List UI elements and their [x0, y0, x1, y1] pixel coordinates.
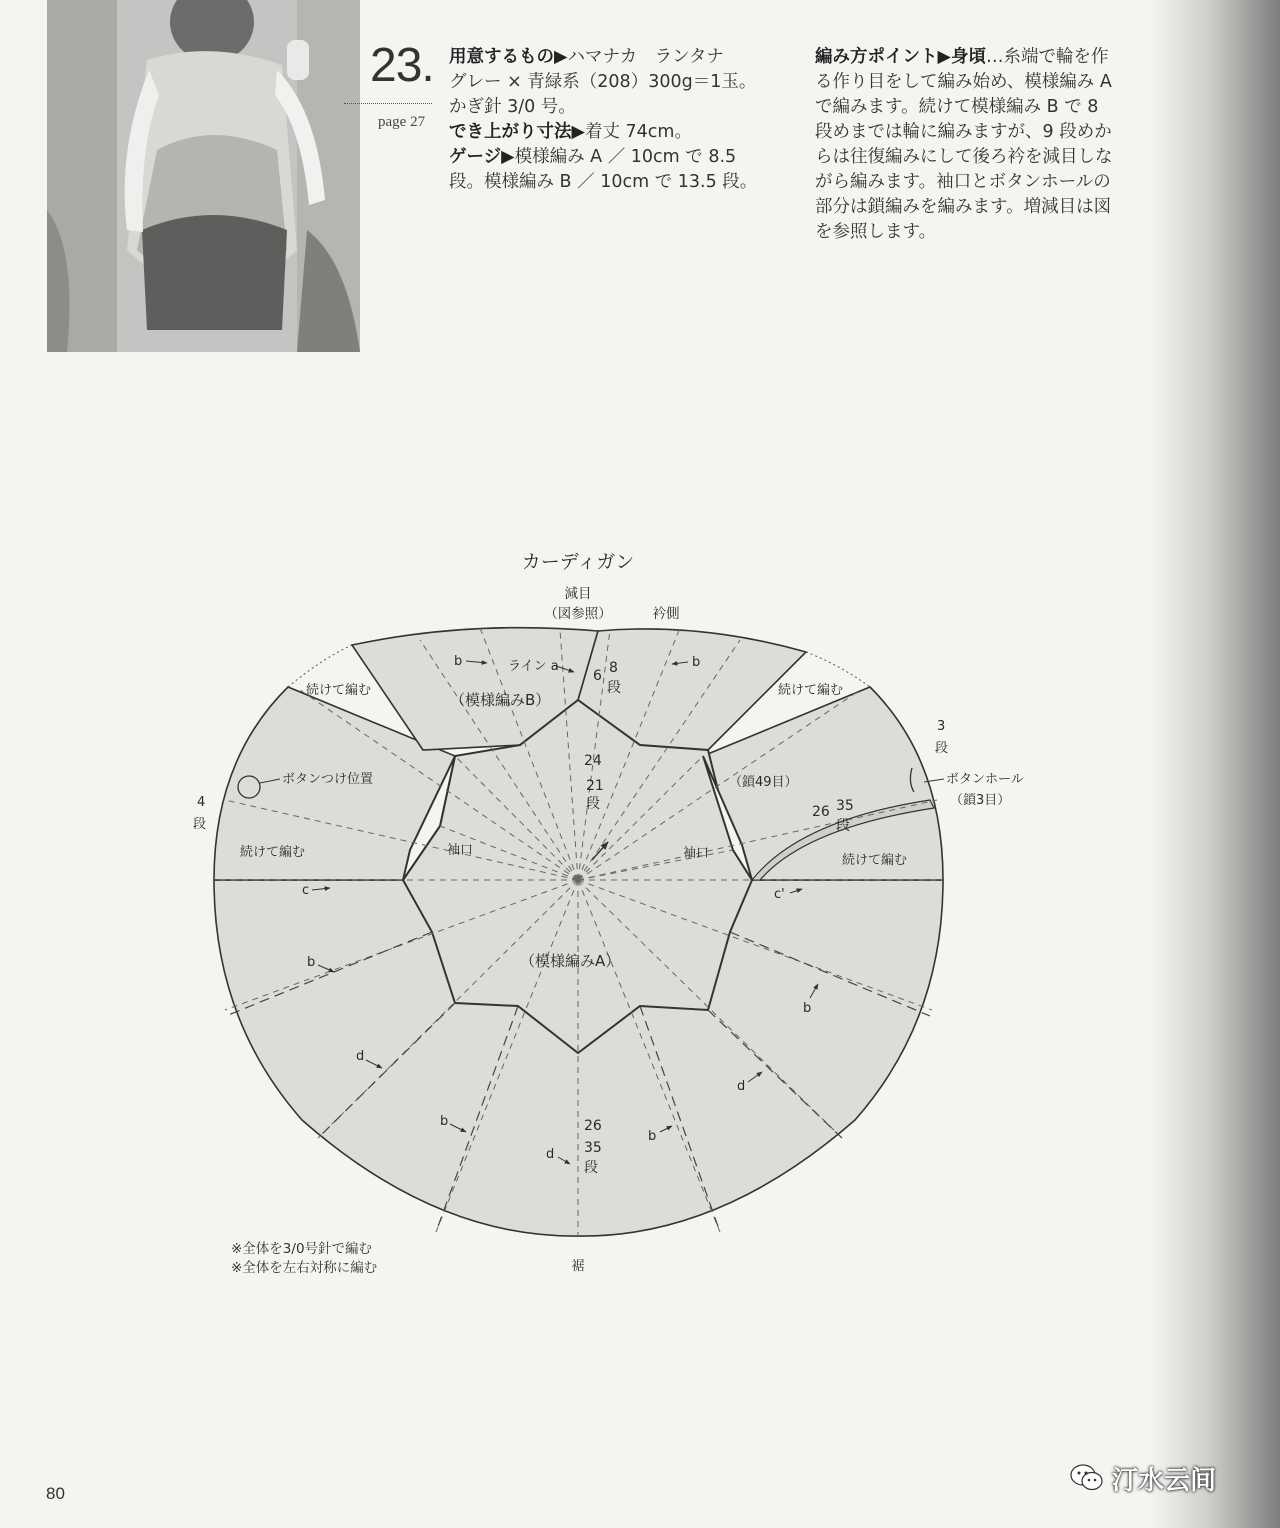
size-line: でき上がり寸法▶着丈 74cm。: [449, 122, 692, 142]
hem-label: 裾: [571, 1259, 585, 1274]
sleeve-opening-right-label: 袖口: [683, 846, 710, 861]
label-b-top-left: b: [454, 654, 463, 669]
size-value: 着丈 74cm。: [584, 122, 692, 142]
label-b-right: b: [803, 1001, 812, 1016]
rows-26-center: 26: [584, 1118, 602, 1134]
rows-35-right: 35: [836, 798, 854, 814]
size-label: でき上がり寸法: [449, 122, 572, 142]
gauge-line-1: ゲージ▶模様編み A ／ 10cm で 8.5: [449, 147, 737, 167]
materials-yarn: ハマナカ ランタナ: [567, 47, 724, 67]
gauge-label: ゲージ: [449, 147, 502, 167]
line-a-label: ライン a: [508, 659, 559, 674]
continue-knit-right: 続けて編む: [842, 853, 908, 868]
pattern-b-label: （模様編みB）: [450, 691, 551, 709]
label-d-center: d: [546, 1147, 555, 1162]
rows-unit-center-low: 段: [584, 1160, 598, 1176]
rows-8: 8: [609, 660, 618, 676]
continue-knit-left: 続けて編む: [240, 845, 306, 860]
collar-side-label: 衿側: [652, 606, 680, 622]
rows-unit-left: 段: [193, 817, 207, 832]
label-c-prime: c': [774, 887, 785, 902]
continue-knit-right-top: 続けて編む: [778, 683, 844, 698]
label-b-lower-left: b: [440, 1114, 449, 1129]
note-1: ※全体を3/0号針で編む: [231, 1241, 373, 1257]
rows-unit-top: 段: [607, 680, 621, 696]
label-b-top-right: b: [692, 655, 701, 670]
materials-label: 用意するもの: [449, 47, 554, 67]
button-position-label: ボタンつけ位置: [282, 772, 374, 787]
gauge-value-1: 模様編み A ／ 10cm で 8.5: [514, 147, 737, 167]
button-hole-label: ボタンホール: [946, 772, 1024, 787]
pattern-a-label: （模様編みA）: [520, 952, 621, 970]
points-line-6: がら編みます。袖口とボタンホールの: [815, 172, 1111, 192]
rows-unit-right-2: 段: [836, 818, 850, 834]
rows-24: 24: [584, 753, 602, 769]
points-line-8: を参照します。: [815, 222, 937, 242]
label-b-lower-right: b: [648, 1129, 657, 1144]
label-d-left: d: [356, 1049, 365, 1064]
rows-4: 4: [197, 795, 206, 810]
materials-line-1: 用意するもの▶ハマナカ ランタナ: [449, 47, 724, 67]
decrease-ref: （図参照）: [544, 606, 612, 622]
rows-26-right: 26: [812, 804, 830, 820]
sleeve-opening-left-label: 袖口: [447, 843, 474, 858]
points-line-4: 段めまでは輪に編みますが、9 段めか: [815, 122, 1112, 142]
rows-unit-right: 段: [935, 741, 949, 756]
points-sub-label: 身頃: [950, 47, 986, 67]
diagram-title: カーディガン: [521, 551, 635, 573]
page-number: 80: [46, 1484, 65, 1503]
points-line-7: 部分は鎖編みを編みます。増減目は図: [815, 197, 1112, 217]
points-line-5: らは往復編みにして後ろ衿を減目しな: [815, 147, 1113, 167]
rows-35-center: 35: [584, 1140, 602, 1156]
points-line-2: る作り目をして編み始め、模様編み A: [815, 72, 1112, 92]
watermark-text: 汀水云间: [1112, 1465, 1217, 1496]
continue-knit-left-top: 続けて編む: [306, 683, 372, 698]
watermark: [1070, 1458, 1216, 1498]
materials-line-2: グレー × 青緑系（208）300g＝1玉。: [449, 72, 757, 92]
chat-bubble-icon: [1070, 1464, 1104, 1492]
points-label: 編み方ポイント: [815, 47, 938, 67]
page-reference: page 27: [378, 114, 426, 130]
label-d-right: d: [737, 1079, 746, 1094]
note-2: ※全体を左右対称に編む: [231, 1260, 378, 1276]
button-hole-chain-label: （鎖3目）: [950, 793, 1011, 808]
label-b-left: b: [307, 955, 316, 970]
gauge-line-2: 段。模様編み B ／ 10cm で 13.5 段。: [449, 172, 758, 192]
rows-6: 6: [593, 668, 602, 684]
rows-3: 3: [937, 719, 946, 734]
points-line-3: で編みます。続けて模様編み B で 8: [815, 97, 1099, 117]
materials-line-3: かぎ針 3/0 号。: [449, 97, 576, 117]
rows-unit-center: 段: [586, 796, 600, 812]
decrease-label: 減目: [564, 586, 592, 602]
rows-21: 21: [586, 778, 604, 794]
points-line-1: 編み方ポイント▶身頃…糸端で輪を作: [815, 47, 1109, 67]
label-c: c: [302, 883, 310, 898]
pattern-number: 23.: [370, 39, 434, 92]
chain-49-label: （鎖49目）: [729, 775, 798, 790]
